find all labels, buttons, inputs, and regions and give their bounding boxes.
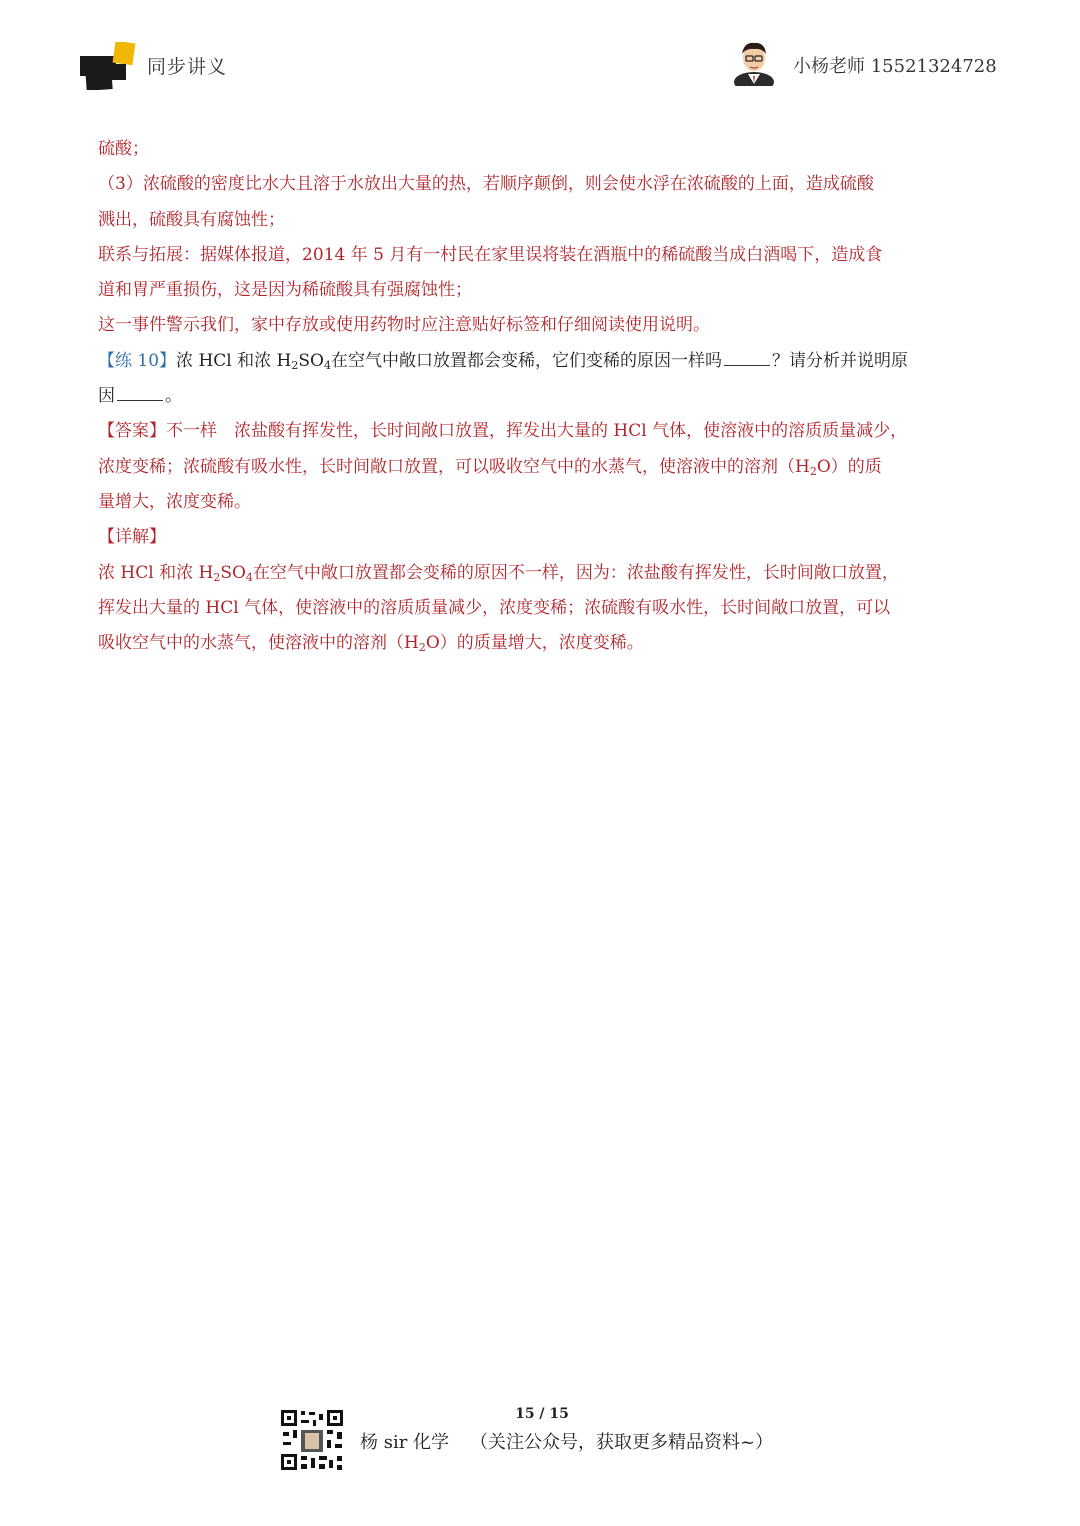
answer-line [98,450,988,485]
document-body [98,132,988,661]
subscript: 2 [809,464,817,478]
qr-code-icon [279,1408,345,1472]
detail-text: 在空气中敞口放置都会变稀的原因不一样，因为：浓盐酸有挥发性，长时间敞口放置， [252,562,899,583]
answer-line [98,414,988,449]
answer-blank [724,351,770,366]
text-line: 联系与拓展：据媒体报道，2014 年 5 月有一村民在家里误将装在酒瓶中的稀硫酸当成白酒喝下，造成食 [98,244,883,265]
subscript: 4 [245,570,253,584]
text-line: （3）浓硫酸的密度比水大且溶于水放出大量的热，若顺序颠倒，则会使水浮在浓硫酸的上面，造成硫酸 [98,174,874,195]
question-text: 。 [165,386,182,407]
detail-line: 挥发出大量的 HCl 气体，使溶液中的溶质质量减少，浓度变稀；浓硫酸有吸水性，长时间敞口放置，可以 [98,597,891,618]
detail-text: O）的质量增大，浓度变稀。 [425,633,644,654]
page-footer [0,1400,1080,1480]
page-number: 15 / 15 [515,1406,569,1422]
subscript: 2 [418,641,426,655]
answer-blank [117,386,163,401]
text-line: 这一事件警示我们，家中存放或使用药物时应注意贴好标签和仔细阅读使用说明。 [98,315,710,336]
answer-text: 浓度变稀；浓硫酸有吸水性，长时间敞口放置，可以吸收空气中的水蒸气，使溶液中的溶剂（H [98,456,810,477]
question-text: 因 [98,386,115,407]
text-line: 道和胃严重损伤，这是因为稀硫酸具有强腐蚀性； [98,280,472,301]
question-text: ？请分析并说明原 [771,350,908,371]
answer-line: 量增大，浓度变稀。 [98,491,251,512]
answer-tag: 【答案】 [98,421,166,442]
detail-line [98,626,988,661]
answer-text: 不一样 浓盐酸有挥发性，长时间敞口放置，挥发出大量的 HCl 气体，使溶液中的溶质质量减少， [166,421,908,442]
detail-tag: 【详解】 [98,527,166,548]
detail-text: SO [220,562,246,583]
question-text: 浓 HCl 和浓 H [176,350,292,371]
detail-line [98,556,988,591]
header-left-title: 同步讲义 [147,56,228,78]
header-right-title: 小杨老师 15521324728 [793,56,997,77]
question-line [98,344,988,379]
question-tag: 【练 10】 [98,350,177,371]
footer-account-name: 杨 sir 化学 [360,1432,450,1453]
subscript: 2 [213,570,221,584]
answer-text: O）的质 [816,456,882,477]
subscript: 4 [323,358,331,372]
page-header [0,0,1080,100]
detail-text: 吸收空气中的水蒸气，使溶液中的溶剂（H [98,633,419,654]
text-line: 硫酸； [98,139,149,159]
text-line: 溅出，硫酸具有腐蚀性； [98,209,285,230]
avatar [732,38,776,86]
subscript: 2 [291,358,299,372]
question-text: 在空气中敞口放置都会变稀，它们变稀的原因一样吗 [330,350,722,371]
footer-note: （关注公众号，获取更多精品资料~） [470,1432,774,1453]
detail-text: 浓 HCl 和浓 H [98,562,214,583]
question-line [98,379,988,414]
logo-icon [80,42,136,90]
question-text: SO [298,350,324,371]
